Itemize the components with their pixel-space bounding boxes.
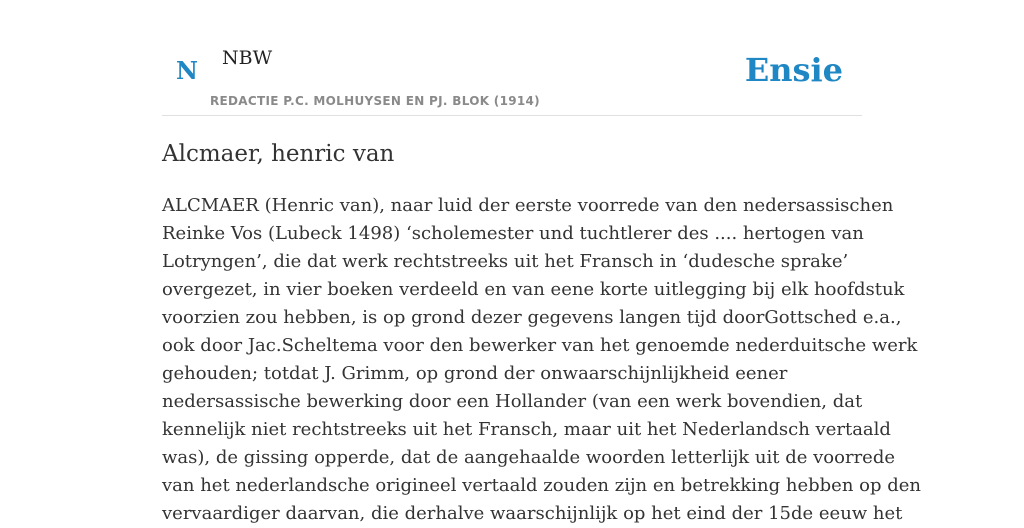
header-divider	[162, 115, 862, 116]
body-line: gehouden; totdat J. Grimm, op grond der onwaarschijnlijkheid eener	[162, 363, 788, 384]
body-line: vervaardiger daarvan, die derhalve waarschijnlijk op het eind der 15de eeuw het	[162, 503, 903, 524]
body-line: was), de gissing opperde, dat de aangehaalde woorden letterlijk uit de voorrede	[162, 447, 895, 468]
body-line: voorzien zou hebben, is op grond dezer gegevens langen tijd doorGottsched e.a.,	[162, 307, 902, 328]
body-line: overgezet, in vier boeken verdeeld en van eene korte uitlegging bij elk hoofdstuk	[162, 279, 905, 300]
source-subtitle: REDACTIE P.C. MOLHUYSEN EN PJ. BLOK (1914)	[210, 94, 540, 108]
article-body	[162, 192, 921, 528]
source-name[interactable]: NBW	[222, 47, 273, 69]
article-title: Alcmaer, henric van	[162, 141, 395, 167]
body-line: Lotryngen’, die dat werk rechtstreeks uit het Fransch in ‘dudesche sprake’	[162, 251, 849, 272]
body-line: ook door Jac.Scheltema voor den bewerker van het genoemde nederduitsche werk	[162, 335, 918, 356]
source-logo-link[interactable]: N	[176, 56, 198, 85]
body-line: van het nederlandsche origineel vertaald zouden zijn en betrekking hebben op den	[162, 475, 921, 496]
body-line: Reinke Vos (Lubeck 1498) ‘scholemester und tuchtlerer des .... hertogen van	[162, 223, 864, 244]
body-line: kennelijk niet rechtstreeks uit het Fransch, maar uit het Nederlandsch vertaald	[162, 419, 891, 440]
ensie-logo-link[interactable]: Ensie	[744, 51, 843, 89]
body-line: ALCMAER (Henric van), naar luid der eerste voorrede van den nedersassischen	[162, 195, 894, 216]
body-line: nedersassische bewerking door een Hollander (van een werk bovendien, dat	[162, 391, 863, 412]
